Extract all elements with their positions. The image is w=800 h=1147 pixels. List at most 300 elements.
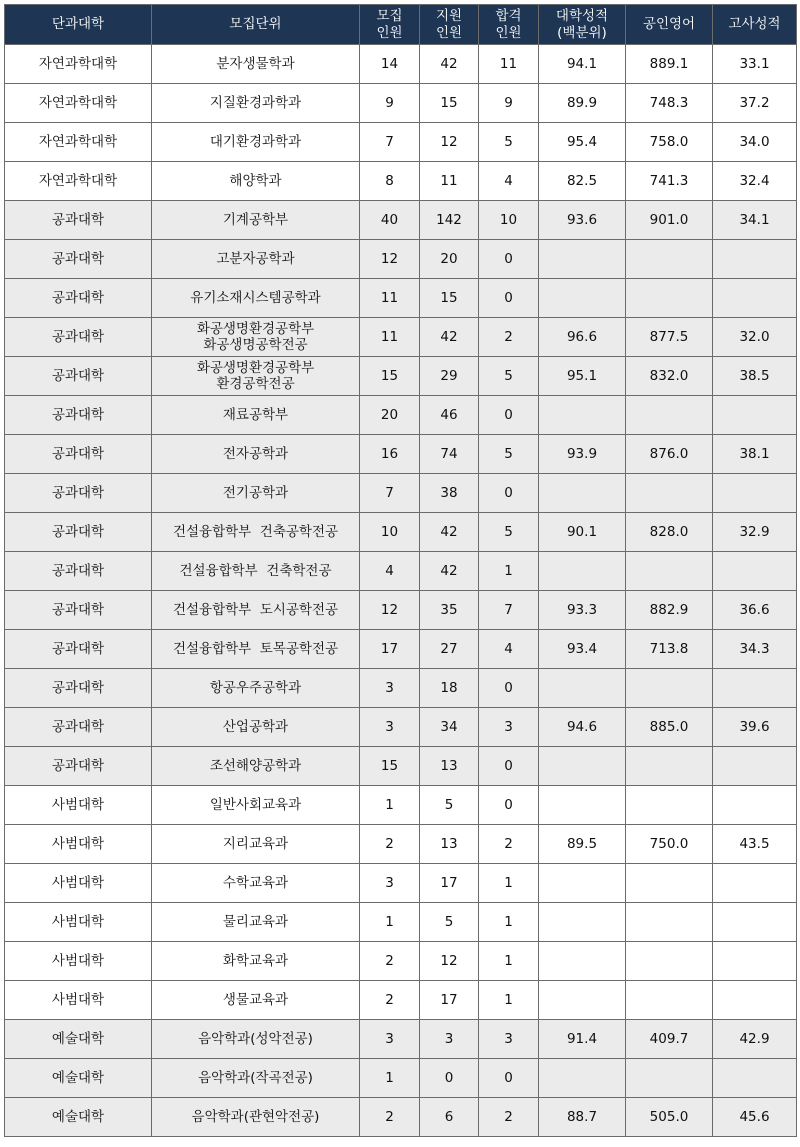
cell-college: 공과대학: [5, 279, 152, 318]
cell-college: 예술대학: [5, 1020, 152, 1059]
cell-unit: [152, 474, 360, 513]
cell-college: 자연과학대학: [5, 45, 152, 84]
cell-quota: 2: [360, 825, 420, 864]
table-row: [5, 708, 797, 747]
header-admitted-line1: 합격: [495, 7, 522, 24]
cell-unit: [152, 123, 360, 162]
cell-exam: [713, 396, 797, 435]
cell-applicants: 5: [420, 903, 479, 942]
cell-unit: [152, 786, 360, 825]
header-quota-line2: 인원: [376, 24, 403, 41]
cell-applicants: 13: [420, 747, 479, 786]
table-row: [5, 903, 797, 942]
cell-unit: [152, 864, 360, 903]
cell-college: 사범대학: [5, 786, 152, 825]
cell-gpa: [539, 240, 626, 279]
cell-unit: [152, 318, 360, 357]
cell-college: 자연과학대학: [5, 84, 152, 123]
cell-unit-line: 전자공학과: [222, 446, 289, 462]
cell-gpa: 90.1: [539, 513, 626, 552]
table-row: [5, 552, 797, 591]
cell-college: 공과대학: [5, 357, 152, 396]
cell-gpa: 88.7: [539, 1098, 626, 1137]
cell-english: 882.9: [626, 591, 713, 630]
cell-quota: 17: [360, 630, 420, 669]
cell-gpa: 94.1: [539, 45, 626, 84]
cell-college: 예술대학: [5, 1059, 152, 1098]
cell-unit: [152, 201, 360, 240]
cell-quota: 7: [360, 123, 420, 162]
cell-quota: 11: [360, 318, 420, 357]
cell-unit: [152, 513, 360, 552]
cell-admitted: 0: [479, 279, 539, 318]
cell-exam: [713, 981, 797, 1020]
cell-admitted: 0: [479, 1059, 539, 1098]
cell-unit-line: 물리교육과: [222, 914, 289, 930]
cell-admitted: 5: [479, 435, 539, 474]
cell-gpa: 95.1: [539, 357, 626, 396]
cell-quota: 1: [360, 903, 420, 942]
cell-admitted: 3: [479, 1020, 539, 1059]
cell-college: 공과대학: [5, 708, 152, 747]
cell-applicants: 5: [420, 786, 479, 825]
cell-admitted: 4: [479, 162, 539, 201]
header-gpa-line2: (백분위): [557, 24, 607, 41]
cell-college: 공과대학: [5, 591, 152, 630]
cell-applicants: 15: [420, 279, 479, 318]
cell-admitted: 0: [479, 747, 539, 786]
cell-admitted: 5: [479, 123, 539, 162]
cell-exam: 38.5: [713, 357, 797, 396]
cell-applicants: 3: [420, 1020, 479, 1059]
cell-quota: 9: [360, 84, 420, 123]
cell-unit-line: 재료공학부: [222, 407, 289, 423]
cell-gpa: 93.9: [539, 435, 626, 474]
header-college: 단과대학: [5, 5, 152, 45]
cell-unit-line: 고분자공학과: [216, 251, 295, 267]
cell-applicants: 11: [420, 162, 479, 201]
cell-admitted: 1: [479, 981, 539, 1020]
cell-english: 832.0: [626, 357, 713, 396]
cell-admitted: 1: [479, 942, 539, 981]
cell-unit-line: 지리교육과: [222, 836, 289, 852]
cell-unit-line: 화공생명공학전공: [203, 337, 308, 353]
cell-unit-line: 기계공학부: [222, 212, 289, 228]
cell-applicants: 20: [420, 240, 479, 279]
cell-college: 예술대학: [5, 1098, 152, 1137]
cell-english: [626, 279, 713, 318]
cell-admitted: 0: [479, 396, 539, 435]
cell-gpa: 96.6: [539, 318, 626, 357]
cell-exam: [713, 669, 797, 708]
cell-college: 사범대학: [5, 942, 152, 981]
cell-exam: [713, 474, 797, 513]
cell-english: 876.0: [626, 435, 713, 474]
cell-english: 409.7: [626, 1020, 713, 1059]
header-applicants-line1: 지원: [435, 7, 463, 24]
cell-quota: 3: [360, 669, 420, 708]
cell-unit: [152, 981, 360, 1020]
cell-quota: 16: [360, 435, 420, 474]
cell-college: 공과대학: [5, 630, 152, 669]
cell-gpa: 89.5: [539, 825, 626, 864]
cell-unit-line: 건설융합학부 건축학전공: [179, 563, 332, 579]
cell-admitted: 7: [479, 591, 539, 630]
cell-exam: [713, 1059, 797, 1098]
cell-unit: [152, 747, 360, 786]
cell-gpa: [539, 942, 626, 981]
cell-admitted: 0: [479, 474, 539, 513]
cell-admitted: 4: [479, 630, 539, 669]
cell-english: [626, 396, 713, 435]
cell-english: 741.3: [626, 162, 713, 201]
cell-exam: 42.9: [713, 1020, 797, 1059]
cell-college: 자연과학대학: [5, 123, 152, 162]
cell-unit-line: 음악학과(성악전공): [198, 1031, 313, 1047]
cell-gpa: [539, 474, 626, 513]
cell-unit: [152, 162, 360, 201]
cell-english: 901.0: [626, 201, 713, 240]
cell-unit: [152, 942, 360, 981]
cell-admitted: 5: [479, 357, 539, 396]
cell-admitted: 3: [479, 708, 539, 747]
cell-english: [626, 240, 713, 279]
table-row: [5, 747, 797, 786]
cell-quota: 20: [360, 396, 420, 435]
cell-applicants: 6: [420, 1098, 479, 1137]
table-row: [5, 591, 797, 630]
cell-gpa: [539, 1059, 626, 1098]
cell-exam: 38.1: [713, 435, 797, 474]
cell-applicants: 27: [420, 630, 479, 669]
cell-unit: [152, 825, 360, 864]
cell-college: 공과대학: [5, 396, 152, 435]
cell-unit-line: 건설융합학부 토목공학전공: [172, 641, 339, 657]
cell-admitted: 11: [479, 45, 539, 84]
cell-gpa: [539, 747, 626, 786]
cell-exam: 34.0: [713, 123, 797, 162]
cell-applicants: 42: [420, 552, 479, 591]
cell-exam: [713, 747, 797, 786]
table-row: [5, 357, 797, 396]
header-applicants-line2: 인원: [435, 24, 463, 41]
table-row: [5, 669, 797, 708]
table-row: [5, 201, 797, 240]
cell-exam: 32.4: [713, 162, 797, 201]
cell-unit: [152, 591, 360, 630]
cell-applicants: 35: [420, 591, 479, 630]
cell-quota: 1: [360, 1059, 420, 1098]
cell-unit-line: 항공우주공학과: [209, 680, 302, 696]
cell-college: 공과대학: [5, 552, 152, 591]
cell-english: [626, 474, 713, 513]
cell-exam: 36.6: [713, 591, 797, 630]
cell-admitted: 1: [479, 864, 539, 903]
cell-quota: 2: [360, 1098, 420, 1137]
cell-applicants: 46: [420, 396, 479, 435]
cell-english: [626, 942, 713, 981]
cell-unit: [152, 357, 360, 396]
cell-applicants: 12: [420, 942, 479, 981]
cell-college: 공과대학: [5, 669, 152, 708]
cell-english: 877.5: [626, 318, 713, 357]
header-quota: [360, 5, 420, 45]
table-row: [5, 786, 797, 825]
table-header: [5, 5, 797, 45]
cell-exam: [713, 942, 797, 981]
table-row: [5, 240, 797, 279]
cell-quota: 10: [360, 513, 420, 552]
cell-english: [626, 552, 713, 591]
header-admitted-line2: 인원: [495, 24, 522, 41]
cell-unit: [152, 1098, 360, 1137]
cell-quota: 14: [360, 45, 420, 84]
cell-english: 713.8: [626, 630, 713, 669]
table-row: [5, 318, 797, 357]
cell-exam: [713, 240, 797, 279]
cell-admitted: 2: [479, 1098, 539, 1137]
cell-applicants: 29: [420, 357, 479, 396]
table-row: [5, 435, 797, 474]
cell-english: [626, 903, 713, 942]
cell-gpa: 94.6: [539, 708, 626, 747]
cell-quota: 3: [360, 864, 420, 903]
cell-unit: [152, 1059, 360, 1098]
header-gpa-line1: 대학성적: [555, 7, 609, 24]
cell-applicants: 17: [420, 981, 479, 1020]
cell-unit: [152, 240, 360, 279]
cell-unit: [152, 435, 360, 474]
cell-english: 889.1: [626, 45, 713, 84]
cell-applicants: 17: [420, 864, 479, 903]
cell-quota: 15: [360, 747, 420, 786]
cell-exam: 32.9: [713, 513, 797, 552]
cell-unit-line: 화공생명환경공학부: [196, 321, 315, 337]
cell-exam: [713, 786, 797, 825]
cell-unit: [152, 669, 360, 708]
table-row: [5, 162, 797, 201]
cell-unit-line: 환경공학전공: [216, 376, 295, 392]
cell-exam: 34.3: [713, 630, 797, 669]
header-english: 공인영어: [626, 5, 713, 45]
cell-unit-line: 유기소재시스템공학과: [190, 290, 321, 306]
cell-applicants: 18: [420, 669, 479, 708]
cell-gpa: 93.4: [539, 630, 626, 669]
cell-unit-line: 화학교육과: [222, 953, 289, 969]
cell-gpa: 93.3: [539, 591, 626, 630]
cell-gpa: [539, 903, 626, 942]
cell-quota: 12: [360, 240, 420, 279]
cell-gpa: [539, 786, 626, 825]
cell-applicants: 42: [420, 513, 479, 552]
cell-exam: 34.1: [713, 201, 797, 240]
cell-admitted: 0: [479, 240, 539, 279]
cell-gpa: [539, 669, 626, 708]
cell-exam: 39.6: [713, 708, 797, 747]
cell-unit: [152, 552, 360, 591]
cell-college: 공과대학: [5, 240, 152, 279]
cell-gpa: 89.9: [539, 84, 626, 123]
cell-exam: 45.6: [713, 1098, 797, 1137]
cell-english: 758.0: [626, 123, 713, 162]
cell-gpa: 95.4: [539, 123, 626, 162]
cell-unit-line: 건설융합학부 도시공학전공: [172, 602, 339, 618]
cell-unit-line: 수학교육과: [222, 875, 289, 891]
cell-unit-line: 일반사회교육과: [209, 797, 302, 813]
table-row: [5, 1098, 797, 1137]
cell-quota: 7: [360, 474, 420, 513]
cell-english: [626, 669, 713, 708]
cell-admitted: 2: [479, 318, 539, 357]
cell-exam: 43.5: [713, 825, 797, 864]
cell-unit-line: 지질환경과학과: [209, 95, 302, 111]
cell-college: 사범대학: [5, 981, 152, 1020]
cell-unit-line: 전기공학과: [222, 485, 289, 501]
cell-quota: 15: [360, 357, 420, 396]
cell-applicants: 74: [420, 435, 479, 474]
cell-quota: 2: [360, 942, 420, 981]
cell-applicants: 0: [420, 1059, 479, 1098]
cell-college: 사범대학: [5, 903, 152, 942]
cell-gpa: 91.4: [539, 1020, 626, 1059]
table-row: [5, 981, 797, 1020]
cell-english: 828.0: [626, 513, 713, 552]
header-applicants: [420, 5, 479, 45]
cell-college: 자연과학대학: [5, 162, 152, 201]
cell-english: 750.0: [626, 825, 713, 864]
cell-applicants: 38: [420, 474, 479, 513]
header-row: [5, 5, 797, 45]
cell-applicants: 15: [420, 84, 479, 123]
table-row: [5, 513, 797, 552]
table-row: [5, 864, 797, 903]
header-unit: 모집단위: [152, 5, 360, 45]
cell-exam: [713, 279, 797, 318]
cell-college: 공과대학: [5, 318, 152, 357]
cell-college: 공과대학: [5, 201, 152, 240]
cell-unit: [152, 903, 360, 942]
cell-unit-line: 분자생물학과: [216, 56, 295, 72]
cell-unit-line: 음악학과(작곡전공): [198, 1070, 313, 1086]
cell-admitted: 2: [479, 825, 539, 864]
cell-admitted: 1: [479, 552, 539, 591]
cell-gpa: [539, 864, 626, 903]
cell-english: [626, 747, 713, 786]
cell-college: 사범대학: [5, 825, 152, 864]
cell-unit-line: 대기환경과학과: [209, 134, 302, 150]
cell-unit-line: 해양학과: [229, 173, 282, 189]
cell-quota: 8: [360, 162, 420, 201]
cell-exam: 32.0: [713, 318, 797, 357]
cell-gpa: [539, 279, 626, 318]
cell-gpa: [539, 981, 626, 1020]
admission-results-table: [4, 4, 797, 1137]
table-row: [5, 396, 797, 435]
cell-unit: [152, 84, 360, 123]
cell-unit-line: 조선해양공학과: [209, 758, 302, 774]
cell-unit: [152, 396, 360, 435]
cell-admitted: 1: [479, 903, 539, 942]
cell-quota: 2: [360, 981, 420, 1020]
cell-unit: [152, 708, 360, 747]
cell-exam: [713, 903, 797, 942]
cell-applicants: 142: [420, 201, 479, 240]
table-row: [5, 1020, 797, 1059]
cell-unit: [152, 1020, 360, 1059]
cell-english: [626, 981, 713, 1020]
cell-quota: 1: [360, 786, 420, 825]
cell-admitted: 9: [479, 84, 539, 123]
cell-unit-line: 생물교육과: [222, 992, 289, 1008]
header-admitted: [479, 5, 539, 45]
cell-admitted: 10: [479, 201, 539, 240]
cell-quota: 12: [360, 591, 420, 630]
cell-exam: 33.1: [713, 45, 797, 84]
table-body: [5, 45, 797, 1137]
cell-english: 505.0: [626, 1098, 713, 1137]
cell-quota: 4: [360, 552, 420, 591]
cell-college: 공과대학: [5, 513, 152, 552]
table-row: [5, 123, 797, 162]
header-quota-line1: 모집: [376, 7, 403, 24]
table-row: [5, 630, 797, 669]
cell-admitted: 5: [479, 513, 539, 552]
cell-english: [626, 864, 713, 903]
cell-quota: 40: [360, 201, 420, 240]
cell-english: 885.0: [626, 708, 713, 747]
table-row: [5, 825, 797, 864]
cell-gpa: [539, 552, 626, 591]
cell-college: 공과대학: [5, 474, 152, 513]
cell-gpa: [539, 396, 626, 435]
cell-quota: 11: [360, 279, 420, 318]
cell-unit-line: 건설융합학부 건축공학전공: [172, 524, 339, 540]
cell-applicants: 42: [420, 318, 479, 357]
cell-applicants: 42: [420, 45, 479, 84]
cell-exam: 37.2: [713, 84, 797, 123]
cell-unit-line: 화공생명환경공학부: [196, 360, 315, 376]
table-row: [5, 84, 797, 123]
table-row: [5, 474, 797, 513]
cell-unit: [152, 630, 360, 669]
table-row: [5, 1059, 797, 1098]
cell-gpa: 82.5: [539, 162, 626, 201]
cell-applicants: 34: [420, 708, 479, 747]
cell-english: [626, 1059, 713, 1098]
header-exam: 고사성적: [713, 5, 797, 45]
cell-gpa: 93.6: [539, 201, 626, 240]
cell-college: 공과대학: [5, 435, 152, 474]
table-row: [5, 45, 797, 84]
cell-english: 748.3: [626, 84, 713, 123]
header-gpa: [539, 5, 626, 45]
cell-unit-line: 산업공학과: [222, 719, 289, 735]
cell-unit-line: 음악학과(관현악전공): [191, 1109, 320, 1125]
cell-quota: 3: [360, 708, 420, 747]
cell-exam: [713, 552, 797, 591]
table-row: [5, 942, 797, 981]
cell-english: [626, 786, 713, 825]
cell-admitted: 0: [479, 669, 539, 708]
cell-applicants: 12: [420, 123, 479, 162]
cell-exam: [713, 864, 797, 903]
cell-quota: 3: [360, 1020, 420, 1059]
cell-unit: [152, 279, 360, 318]
table-row: [5, 279, 797, 318]
cell-college: 공과대학: [5, 747, 152, 786]
cell-applicants: 13: [420, 825, 479, 864]
cell-unit: [152, 45, 360, 84]
